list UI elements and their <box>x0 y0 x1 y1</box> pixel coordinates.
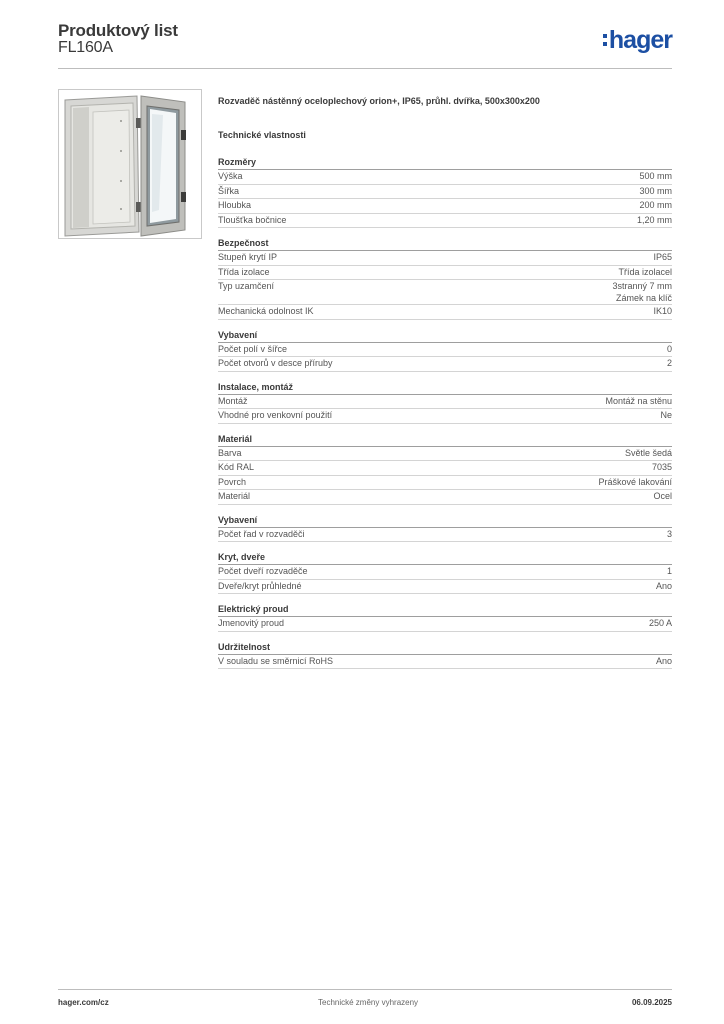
product-details <box>218 96 672 678</box>
section-title: Vybavení <box>218 329 672 343</box>
spec-value: Práškové lakování <box>598 476 672 487</box>
spec-value: Montáž na stěnu <box>605 395 672 406</box>
header-divider <box>58 68 672 69</box>
spec-value: IP65 <box>653 252 672 262</box>
spec-row <box>218 409 672 424</box>
spec-row <box>218 447 672 462</box>
page-header <box>58 20 672 68</box>
spec-label: Montáž <box>218 395 248 406</box>
document-title: Produktový list <box>58 21 178 40</box>
spec-row <box>218 266 672 281</box>
technical-properties-title: Technické vlastnosti <box>218 130 306 140</box>
spec-value: Světle šedá <box>624 447 672 458</box>
spec-label: V souladu se směrnicí RoHS <box>218 655 334 666</box>
spec-value: 1 <box>666 566 672 576</box>
spec-row <box>218 343 672 358</box>
spec-section <box>218 329 672 372</box>
spec-row <box>218 395 672 410</box>
spec-value: 3 <box>666 528 672 539</box>
spec-row <box>218 565 672 580</box>
enclosure-image <box>58 89 202 239</box>
spec-label: Barva <box>218 447 242 458</box>
spec-row <box>218 655 672 670</box>
spec-section <box>218 433 672 505</box>
spec-row <box>218 357 672 372</box>
spec-label: Jmenovitý proud <box>218 618 285 628</box>
spec-value: 0 <box>666 343 672 354</box>
product-code: FL160A <box>58 39 113 56</box>
spec-value: Ano <box>655 655 672 666</box>
section-title: Materiál <box>218 433 672 447</box>
spec-row <box>218 251 672 266</box>
footer-note: Technické změny vyhrazeny <box>318 998 419 1007</box>
spec-value: IK10 <box>653 306 672 316</box>
spec-value: 250 A <box>648 618 672 628</box>
section-title: Bezpečnost <box>218 237 672 251</box>
product-description: Rozvaděč nástěnný oceloplechový orion+, IP65, průhl. dvířka, 500x300x200 <box>218 96 540 106</box>
spec-value: 7035 <box>651 462 672 472</box>
section-title: Elektrický proud <box>218 603 672 617</box>
spec-row <box>218 528 672 543</box>
spec-sections <box>218 156 672 669</box>
spec-label: Typ uzamčení <box>218 281 275 291</box>
spec-section <box>218 381 672 424</box>
spec-row <box>218 170 672 185</box>
spec-label: Počet otvorů v desce příruby <box>218 358 333 368</box>
section-title: Kryt, dveře <box>218 551 672 565</box>
spec-value: 3stranný 7 mm Zámek na klíč <box>612 281 672 303</box>
hager-logo <box>603 24 672 56</box>
spec-row <box>218 280 672 305</box>
spec-label: Povrch <box>218 476 247 487</box>
spec-value: 2 <box>666 358 672 368</box>
spec-section <box>218 514 672 543</box>
footer-divider <box>58 989 672 990</box>
spec-row <box>218 185 672 200</box>
spec-label: Mechanická odolnost IK <box>218 306 314 316</box>
spec-section <box>218 603 672 632</box>
spec-row <box>218 476 672 491</box>
spec-section <box>218 641 672 670</box>
spec-row <box>218 580 672 595</box>
section-title: Rozměry <box>218 156 672 170</box>
spec-label: Výška <box>218 171 243 181</box>
spec-section <box>218 156 672 228</box>
spec-label: Šířka <box>218 185 240 196</box>
section-title: Instalace, montáž <box>218 381 672 395</box>
spec-label: Třída izolace <box>218 266 270 277</box>
spec-row <box>218 214 672 229</box>
footer-website: hager.com/cz <box>58 998 109 1007</box>
spec-section <box>218 551 672 594</box>
spec-row <box>218 199 672 214</box>
spec-label: Materiál <box>218 491 251 501</box>
spec-value: Ano <box>655 580 672 591</box>
spec-label: Počet dveří rozvaděče <box>218 566 308 576</box>
spec-value: Ocel <box>653 491 672 501</box>
section-title: Vybavení <box>218 514 672 528</box>
spec-row <box>218 617 672 632</box>
spec-label: Počet polí v šířce <box>218 343 288 354</box>
spec-value: 300 mm <box>639 185 672 196</box>
spec-row <box>218 305 672 320</box>
spec-row <box>218 461 672 476</box>
spec-label: Hloubka <box>218 200 252 210</box>
spec-value: 1,20 mm <box>636 214 672 225</box>
spec-label: Tloušťka bočnice <box>218 214 287 225</box>
spec-value: Třída izolacel <box>618 266 672 277</box>
spec-label: Dveře/kryt průhledné <box>218 580 302 591</box>
spec-value: 200 mm <box>639 200 672 210</box>
spec-label: Stupeň krytí IP <box>218 252 278 262</box>
spec-value: Ne <box>660 410 672 420</box>
spec-row <box>218 490 672 505</box>
spec-section <box>218 237 672 320</box>
logo-dots-icon <box>603 34 607 46</box>
footer-date: 06.09.2025 <box>631 998 672 1007</box>
section-title: Udržitelnost <box>218 641 672 655</box>
spec-label: Kód RAL <box>218 462 255 472</box>
spec-value: 500 mm <box>639 171 672 181</box>
spec-label: Vhodné pro venkovní použití <box>218 410 333 420</box>
logo-text: hager <box>608 25 672 54</box>
spec-label: Počet řad v rozvaděči <box>218 528 305 539</box>
